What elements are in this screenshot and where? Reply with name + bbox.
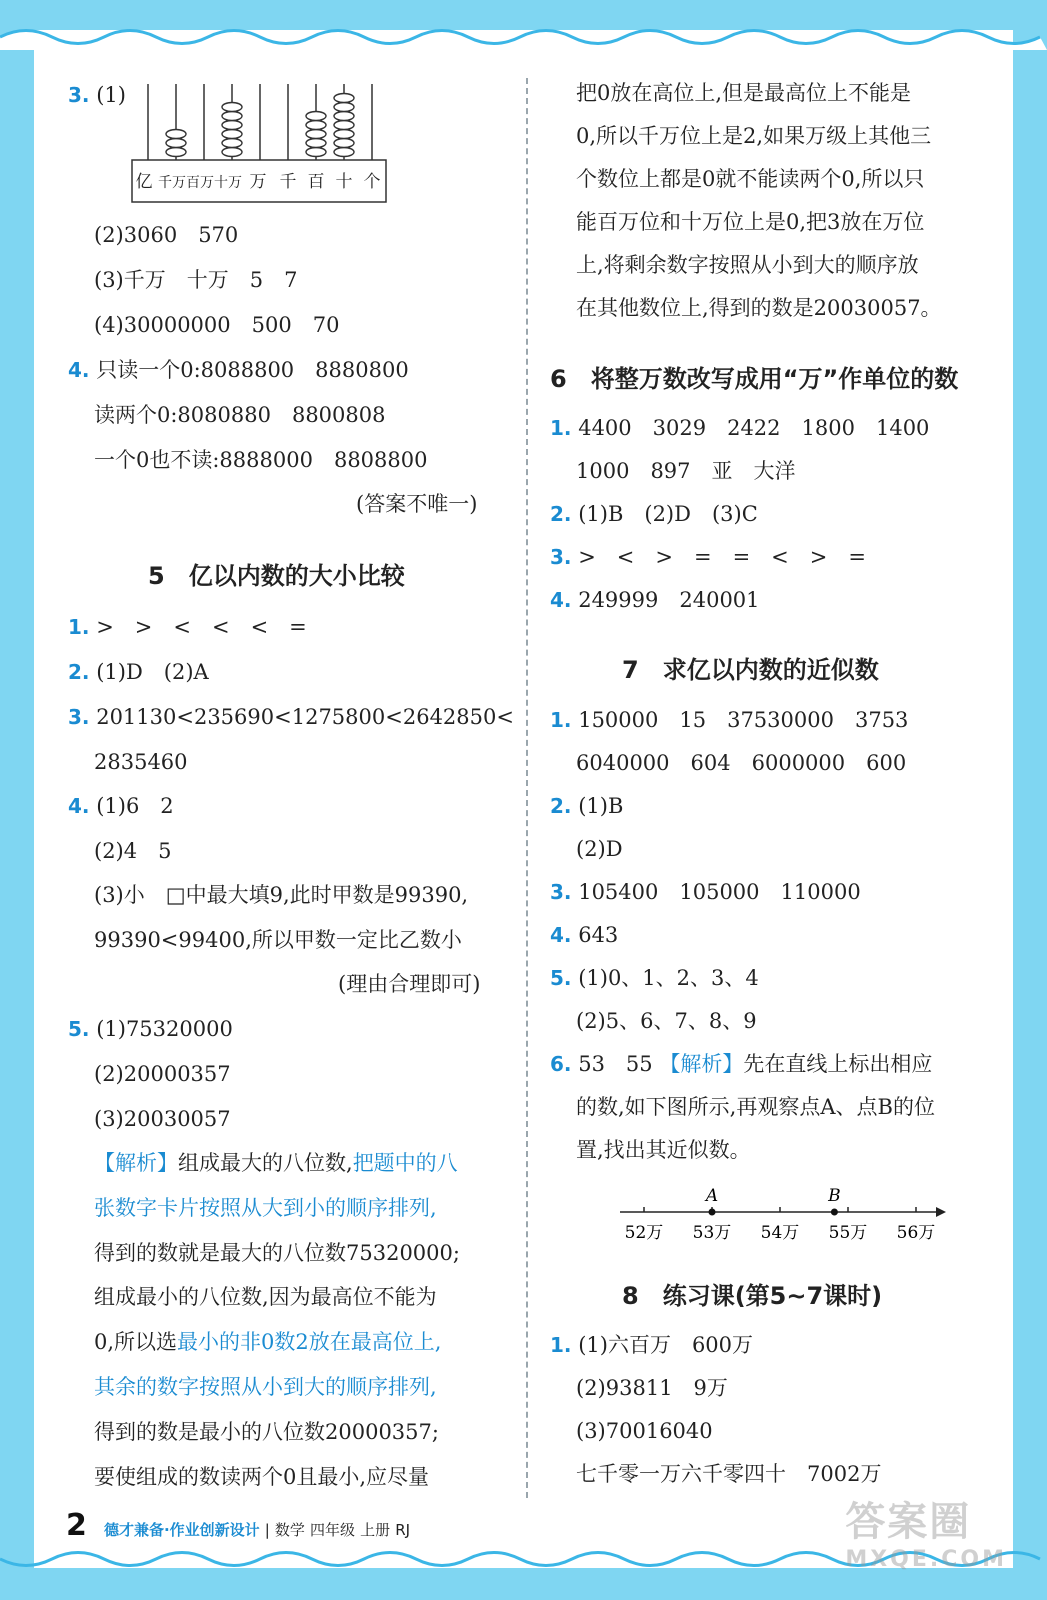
explain-text: 组成最大的八位数, bbox=[178, 1151, 353, 1175]
question-number: 3. bbox=[68, 705, 90, 729]
arrow-icon bbox=[936, 1207, 946, 1217]
s6-q1-line2: 1000 897 亚 大洋 bbox=[576, 459, 796, 483]
tick-label: 56万 bbox=[896, 1223, 936, 1243]
s6-q2 bbox=[550, 499, 758, 529]
question-number: 2. bbox=[550, 502, 572, 526]
tick-label: 53万 bbox=[692, 1223, 732, 1243]
cont-line1: 把0放在高位上,但是最高位上不能是 bbox=[576, 81, 912, 105]
s7-q3-text: 105400 105000 110000 bbox=[578, 880, 861, 904]
s7-q5-line2: (2)5、6、7、8、9 bbox=[576, 1009, 757, 1033]
section6-title: 6 将整万数改写成用“万”作单位的数 bbox=[550, 365, 959, 393]
s6-q4-text: 249999 240001 bbox=[578, 588, 760, 612]
question-number: 4. bbox=[68, 358, 90, 382]
question-number: 6. bbox=[550, 1052, 572, 1076]
q3-part1: (1) bbox=[96, 83, 126, 107]
explanation-tag: 【解析】 bbox=[94, 1151, 178, 1175]
point-a bbox=[709, 1209, 716, 1216]
label-qian: 千 bbox=[279, 172, 297, 192]
s5-q5-explain7: 得到的数是最小的八位数20000357; bbox=[94, 1420, 439, 1444]
cont-line5: 上,将剩余数字按照从小到大的顺序放 bbox=[576, 253, 919, 277]
s7-q1-line1 bbox=[550, 705, 908, 735]
abacus-figure bbox=[130, 80, 390, 210]
s5-q3-text1: 201130<235690<1275800<2642850< bbox=[96, 705, 514, 729]
s5-q5-explain4: 组成最小的八位数,因为最高位不能为 bbox=[94, 1285, 437, 1309]
s7-q6-explain1: 先在直线上标出相应 bbox=[743, 1052, 933, 1076]
s5-q5-explain3: 得到的数就是最大的八位数75320000; bbox=[94, 1241, 460, 1265]
s8-q1-line1 bbox=[550, 1330, 753, 1360]
cont-line4: 能百万位和十万位上是0,把3放在万位 bbox=[576, 210, 925, 234]
s5-q4-line1 bbox=[68, 791, 174, 821]
q4-line2: 读两个0:8080880 8800808 bbox=[94, 403, 386, 427]
s6-q3-text: > < > = = < > = bbox=[578, 545, 866, 569]
label-bai: 百 bbox=[307, 172, 325, 192]
s7-q6-line1 bbox=[550, 1049, 932, 1079]
footer-subject: 数学 bbox=[274, 1521, 305, 1539]
s5-q4-line2: (2)4 5 bbox=[94, 839, 172, 863]
s8-q1-line2: (2)93811 9万 bbox=[576, 1376, 728, 1400]
s5-q5-explain8: 要使组成的数读两个0且最小,应尽量 bbox=[94, 1465, 430, 1489]
question-number: 1. bbox=[550, 416, 572, 440]
tick-label: 54万 bbox=[760, 1223, 800, 1243]
footer-grade: 四年级 bbox=[310, 1521, 356, 1539]
tick-label: 52万 bbox=[624, 1223, 664, 1243]
answer-page bbox=[68, 72, 1008, 1542]
s7-q6-line2: 的数,如下图所示,再观察点A、点B的位 bbox=[576, 1095, 935, 1119]
tick-label: 55万 bbox=[828, 1223, 868, 1243]
question-number: 2. bbox=[550, 794, 572, 818]
page-number: 2 bbox=[66, 1508, 87, 1543]
q4-line1 bbox=[68, 355, 409, 385]
question-number: 4. bbox=[550, 923, 572, 947]
s7-q3 bbox=[550, 877, 861, 907]
s7-q2-line2: (2)D bbox=[576, 837, 623, 861]
s7-q1-line2: 6040000 604 6000000 600 bbox=[576, 751, 907, 775]
s7-q4-text: 643 bbox=[578, 923, 619, 947]
q3-part2: (2)3060 570 bbox=[94, 223, 239, 247]
s5-q3-line2: 2835460 bbox=[94, 750, 188, 774]
explain-text: 0,所以选 bbox=[94, 1330, 178, 1354]
s7-q6-line3: 置,找出其近似数。 bbox=[576, 1138, 751, 1162]
s7-q6-answer: 53 55 bbox=[578, 1052, 653, 1076]
q4-note: (答案不唯一) bbox=[356, 492, 478, 516]
s6-q2-text: (1)B (2)D (3)C bbox=[578, 502, 758, 526]
q4-text1: 只读一个0:8088800 8880800 bbox=[96, 358, 409, 382]
s5-q5-explain1 bbox=[94, 1148, 458, 1178]
section7-title: 7 求亿以内数的近似数 bbox=[622, 656, 879, 684]
question-number: 3. bbox=[68, 83, 90, 107]
top-wave-decoration bbox=[0, 24, 1047, 50]
s5-q1-text: > > < < < = bbox=[96, 615, 307, 639]
q3-line1 bbox=[68, 80, 126, 110]
question-number: 4. bbox=[550, 588, 572, 612]
point-b bbox=[831, 1209, 838, 1216]
s5-q4-note: (理由合理即可) bbox=[338, 972, 481, 996]
point-label: B bbox=[828, 1186, 841, 1206]
s7-q5-text1: (1)0、1、2、3、4 bbox=[578, 966, 759, 990]
s8-q1-line4: 七千零一万六千零四十 7002万 bbox=[576, 1462, 882, 1486]
q4-line3: 一个0也不读:8888000 8808800 bbox=[94, 448, 428, 472]
question-number: 3. bbox=[550, 545, 572, 569]
s6-q4 bbox=[550, 585, 760, 615]
question-number: 5. bbox=[550, 966, 572, 990]
label-qianwan: 千万 bbox=[158, 175, 186, 191]
page-footer bbox=[66, 1508, 410, 1543]
label-yi: 亿 bbox=[135, 172, 153, 192]
label-ge: 个 bbox=[363, 172, 381, 192]
s5-q5-explain5 bbox=[94, 1327, 441, 1357]
s5-q4-line4: 99390<99400,所以甲数一定比乙数小 bbox=[94, 928, 462, 952]
s7-q4 bbox=[550, 920, 618, 950]
section5-title: 5 亿以内数的大小比较 bbox=[148, 562, 405, 590]
q3-part4: (4)30000000 500 70 bbox=[94, 313, 340, 337]
explanation-tag: 【解析】 bbox=[659, 1052, 744, 1076]
q3-part3: (3)千万 十万 5 7 bbox=[94, 268, 298, 292]
label-shiwan: 十万 bbox=[214, 175, 242, 191]
s5-q2 bbox=[68, 657, 209, 687]
s5-q5-explain6: 其余的数字按照从小到大的顺序排列, bbox=[94, 1375, 437, 1399]
s5-q2-text: (1)D (2)A bbox=[96, 660, 209, 684]
cont-line3: 个数位上都是0就不能读两个0,所以只 bbox=[576, 167, 925, 191]
question-number: 1. bbox=[550, 708, 572, 732]
section8-title: 8 练习课(第5~7课时) bbox=[622, 1282, 883, 1310]
footer-separator: | bbox=[264, 1521, 270, 1539]
s5-q3-line1 bbox=[68, 702, 514, 732]
s5-q5-line1 bbox=[68, 1014, 233, 1044]
watermark bbox=[845, 1490, 1007, 1572]
s6-q1-line1 bbox=[550, 413, 929, 443]
question-number: 4. bbox=[68, 794, 90, 818]
s7-q5-line1 bbox=[550, 963, 759, 993]
watermark-url: MXQE.COM bbox=[845, 1547, 1007, 1572]
footer-brand: 德才兼备·作业创新设计 bbox=[103, 1521, 260, 1539]
s5-q1 bbox=[68, 612, 307, 642]
s5-q4-line3: (3)小 □中最大填9,此时甲数是99390, bbox=[94, 883, 469, 907]
s7-q1-text1: 150000 15 37530000 3753 bbox=[578, 708, 909, 732]
s5-q4-text1: (1)6 2 bbox=[96, 794, 174, 818]
footer-edition: RJ bbox=[395, 1521, 411, 1539]
label-baiwan: 百万 bbox=[186, 175, 214, 191]
s5-q5-line2: (2)20000357 bbox=[94, 1062, 231, 1086]
number-line-figure bbox=[620, 1186, 950, 1248]
explain-highlight: 把题中的八 bbox=[352, 1151, 458, 1175]
question-number: 2. bbox=[68, 660, 90, 684]
label-shi: 十 bbox=[335, 172, 353, 192]
footer-volume: 上册 bbox=[360, 1521, 391, 1539]
s7-q2-line1 bbox=[550, 791, 623, 821]
question-number: 1. bbox=[68, 615, 90, 639]
question-number: 5. bbox=[68, 1017, 90, 1041]
s5-q5-explain2: 张数字卡片按照从大到小的顺序排列, bbox=[94, 1196, 437, 1220]
s8-q1-line3: (3)70016040 bbox=[576, 1419, 713, 1443]
s5-q5-line3: (3)20030057 bbox=[94, 1107, 231, 1131]
s5-q5-text1: (1)75320000 bbox=[96, 1017, 233, 1041]
question-number: 1. bbox=[550, 1333, 572, 1357]
s6-q3 bbox=[550, 542, 866, 572]
question-number: 3. bbox=[550, 880, 572, 904]
s7-q2-text1: (1)B bbox=[578, 794, 624, 818]
s8-q1-text1: (1)六百万 600万 bbox=[578, 1333, 754, 1357]
s6-q1-text1: 4400 3029 2422 1800 1400 bbox=[578, 416, 930, 440]
cont-line2: 0,所以千万位上是2,如果万级上其他三 bbox=[576, 124, 932, 148]
watermark-title: 答案圈 bbox=[845, 1499, 972, 1545]
label-wan: 万 bbox=[249, 172, 267, 192]
cont-line6: 在其他数位上,得到的数是20030057。 bbox=[576, 296, 942, 320]
column-divider bbox=[526, 78, 528, 1498]
explain-highlight: 最小的非0数2放在最高位上, bbox=[177, 1330, 442, 1354]
point-label: A bbox=[705, 1186, 719, 1206]
